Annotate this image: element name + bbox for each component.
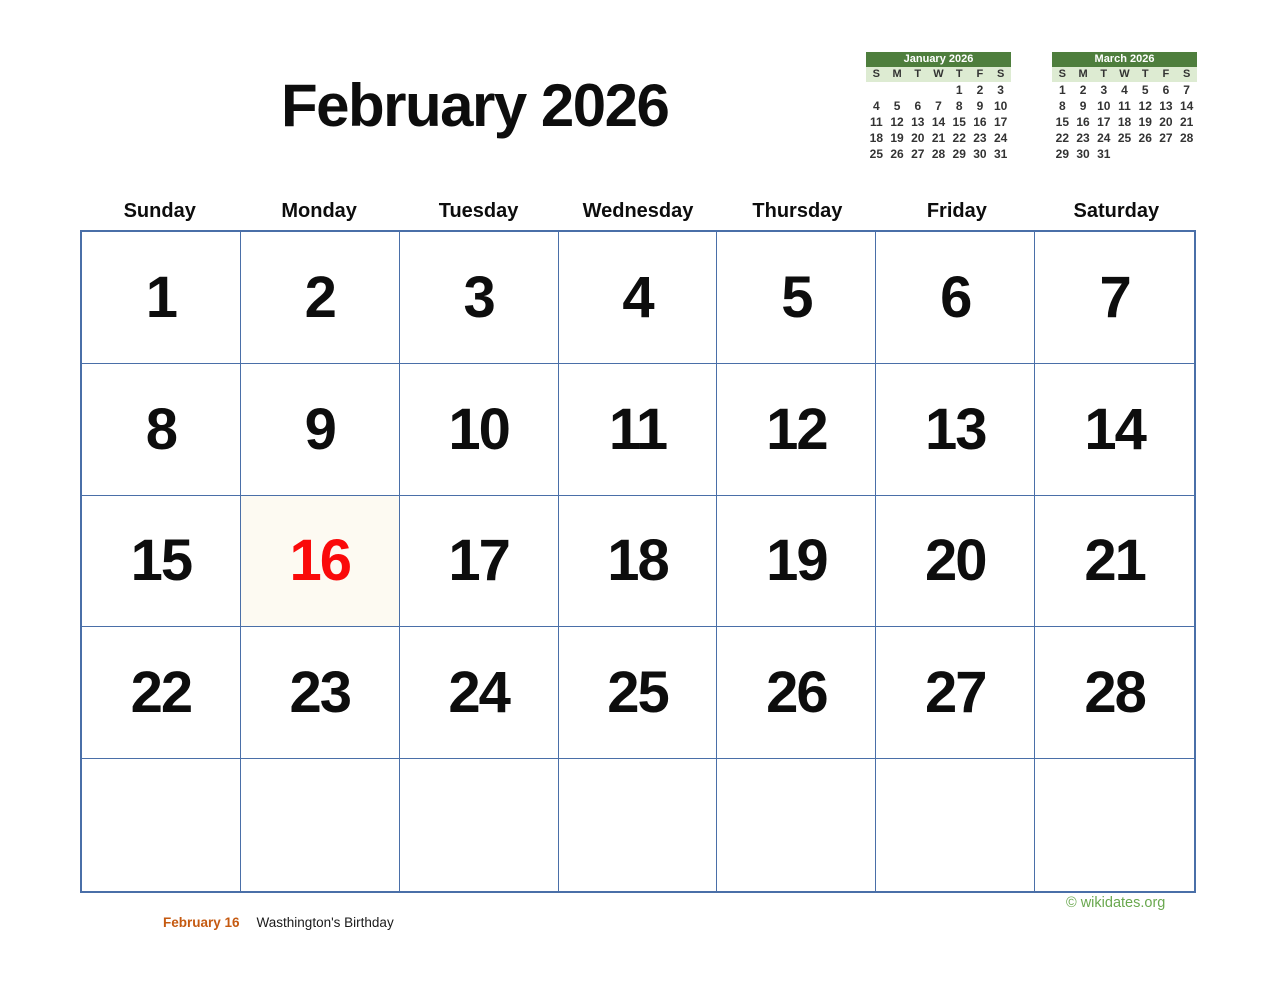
mini-date-cell: 5	[893, 99, 901, 113]
mini-date-cell: 27	[911, 147, 925, 161]
mini-date-cell: 7	[1183, 83, 1190, 97]
mini-date-cell: 1	[1059, 83, 1066, 97]
mini-date-cell: 9	[976, 99, 984, 113]
mini-date-cell: 5	[1141, 83, 1149, 97]
date-cell: 14	[1035, 364, 1194, 496]
empty-date-cell	[241, 759, 400, 891]
date-cell: 5	[717, 232, 876, 364]
mini-date-cell: 17	[1097, 115, 1111, 129]
mini-date-cell: 28	[1179, 131, 1194, 145]
mini-date-cell: 18	[869, 131, 884, 145]
mini-weekday-letter: W	[1119, 68, 1130, 80]
weekday-header: Monday	[281, 200, 357, 222]
mini-date-cell: 21	[1179, 115, 1194, 129]
mini-weekday-letter: S	[996, 68, 1005, 80]
mini-date-cell: 31	[1097, 147, 1111, 161]
mini-date-cell: 16	[973, 115, 987, 129]
mini-empty-cell	[1114, 146, 1135, 162]
date-cell: 6	[876, 232, 1035, 364]
mini-date-cell: 12	[1138, 99, 1152, 113]
mini-date-cell: 15	[952, 115, 966, 129]
mini-date-cell: 22	[952, 131, 966, 145]
mini-date-cell: 12	[890, 115, 904, 129]
date-cell: 3	[400, 232, 559, 364]
empty-date-cell	[400, 759, 559, 891]
mini-calendar-january	[866, 52, 1011, 162]
mini-weekday-letter: T	[1100, 68, 1108, 80]
main-calendar-grid	[80, 230, 1196, 893]
date-cell: 21	[1035, 496, 1194, 628]
mini-date-cell: 22	[1055, 131, 1070, 145]
mini-date-cell: 28	[931, 147, 946, 161]
mini-date-cell: 4	[1121, 83, 1128, 97]
date-cell: 12	[717, 364, 876, 496]
mini-calendar-january-days	[866, 82, 1011, 162]
mini-date-cell: 10	[1097, 99, 1111, 113]
weekday-header: Thursday	[752, 200, 843, 222]
mini-empty-cell	[1156, 146, 1177, 162]
weekday-header: Wednesday	[582, 200, 694, 222]
mini-date-cell: 14	[1179, 99, 1194, 113]
mini-date-cell: 14	[931, 115, 946, 129]
mini-date-cell: 16	[1076, 115, 1090, 129]
date-cell: 9	[241, 364, 400, 496]
date-cell: 25	[559, 627, 718, 759]
date-cell: 15	[82, 496, 241, 628]
date-cell: 8	[82, 364, 241, 496]
mini-date-cell: 17	[993, 115, 1008, 129]
weekday-header: Saturday	[1073, 200, 1160, 222]
empty-date-cell	[876, 759, 1035, 891]
mini-date-cell: 2	[976, 83, 984, 97]
mini-date-cell: 6	[914, 99, 922, 113]
copyright-link[interactable]: © wikidates.org	[1066, 895, 1166, 911]
holiday-name: Wasthington's Birthday	[256, 915, 394, 930]
mini-date-cell: 11	[1118, 99, 1131, 113]
mini-date-cell: 26	[1138, 131, 1152, 145]
mini-weekday-letter: T	[1141, 68, 1149, 80]
mini-date-cell: 8	[955, 99, 963, 113]
mini-weekday-letter: S	[872, 68, 881, 80]
mini-calendar-march-weekday-row	[1052, 67, 1197, 82]
date-cell: 19	[717, 496, 876, 628]
mini-date-cell: 21	[931, 131, 946, 145]
mini-date-cell: 9	[1079, 99, 1087, 113]
mini-date-cell: 24	[1097, 131, 1111, 145]
date-cell: 18	[559, 496, 718, 628]
mini-date-cell: 24	[993, 131, 1008, 145]
mini-date-cell: 4	[873, 99, 880, 113]
mini-empty-cell	[1176, 146, 1197, 162]
date-cell: 13	[876, 364, 1035, 496]
mini-date-cell: 18	[1117, 115, 1132, 129]
mini-date-cell: 30	[973, 147, 987, 161]
mini-date-cell: 13	[911, 115, 925, 129]
mini-date-cell: 20	[911, 131, 925, 145]
mini-weekday-letter: T	[914, 68, 922, 80]
mini-calendar-january-weekday-row	[866, 67, 1011, 82]
mini-weekday-letter: M	[1078, 68, 1088, 80]
date-cell: 20	[876, 496, 1035, 628]
mini-date-cell: 25	[869, 147, 884, 161]
mini-date-cell: 29	[1055, 147, 1070, 161]
date-cell: 1	[82, 232, 241, 364]
mini-date-cell: 6	[1162, 83, 1170, 97]
empty-date-cell	[1035, 759, 1194, 891]
date-cell: 4	[559, 232, 718, 364]
date-cell: 17	[400, 496, 559, 628]
weekday-header-row	[80, 200, 1196, 226]
mini-weekday-letter: F	[976, 68, 984, 80]
mini-calendar-march-days	[1052, 82, 1197, 162]
mini-date-cell: 1	[955, 83, 963, 97]
mini-date-cell: 13	[1159, 99, 1173, 113]
mini-weekday-letter: F	[1162, 68, 1170, 80]
mini-date-cell: 2	[1079, 83, 1087, 97]
mini-weekday-letter: W	[933, 68, 944, 80]
mini-date-cell: 26	[890, 147, 904, 161]
mini-date-cell: 31	[993, 147, 1008, 161]
mini-date-cell: 15	[1055, 115, 1070, 129]
mini-date-cell: 11	[870, 115, 883, 129]
mini-date-cell: 8	[1059, 99, 1066, 113]
mini-weekday-letter: S	[1182, 68, 1191, 80]
mini-empty-cell	[1135, 146, 1156, 162]
mini-date-cell: 27	[1159, 131, 1173, 145]
holiday-note	[163, 915, 394, 931]
mini-calendar-march	[1052, 52, 1197, 162]
date-cell: 10	[400, 364, 559, 496]
mini-calendar-march-title[interactable]: March 2026	[1052, 52, 1197, 67]
mini-date-cell: 20	[1159, 115, 1173, 129]
mini-date-cell: 30	[1076, 147, 1090, 161]
date-cell: 23	[241, 627, 400, 759]
date-cell: 27	[876, 627, 1035, 759]
holiday-date: February 16	[163, 915, 240, 930]
mini-empty-cell	[928, 82, 949, 98]
date-cell: 7	[1035, 232, 1194, 364]
mini-empty-cell	[887, 82, 908, 98]
mini-date-cell: 29	[952, 147, 966, 161]
mini-date-cell: 10	[993, 99, 1008, 113]
weekday-header: Sunday	[123, 200, 196, 222]
empty-date-cell	[82, 759, 241, 891]
mini-date-cell: 23	[1076, 131, 1090, 145]
mini-weekday-letter: S	[1058, 68, 1067, 80]
mini-date-cell: 25	[1117, 131, 1132, 145]
date-cell: 26	[717, 627, 876, 759]
empty-date-cell	[559, 759, 718, 891]
mini-weekday-letter: M	[892, 68, 902, 80]
mini-date-cell: 19	[890, 131, 904, 145]
date-cell: 16	[241, 496, 400, 628]
mini-date-cell: 3	[997, 83, 1004, 97]
weekday-header: Tuesday	[438, 200, 519, 222]
mini-date-cell: 7	[935, 99, 942, 113]
date-cell: 22	[82, 627, 241, 759]
date-cell: 2	[241, 232, 400, 364]
page-title: February 2026	[281, 72, 669, 139]
mini-calendar-january-title[interactable]: January 2026	[866, 52, 1011, 67]
mini-date-cell: 3	[1100, 83, 1108, 97]
date-cell: 11	[559, 364, 718, 496]
mini-date-cell: 19	[1138, 115, 1152, 129]
mini-empty-cell	[866, 82, 887, 98]
date-cell: 28	[1035, 627, 1194, 759]
empty-date-cell	[717, 759, 876, 891]
weekday-header: Friday	[926, 200, 987, 222]
date-cell: 24	[400, 627, 559, 759]
mini-empty-cell	[907, 82, 928, 98]
mini-weekday-letter: T	[955, 68, 963, 80]
mini-date-cell: 23	[973, 131, 987, 145]
